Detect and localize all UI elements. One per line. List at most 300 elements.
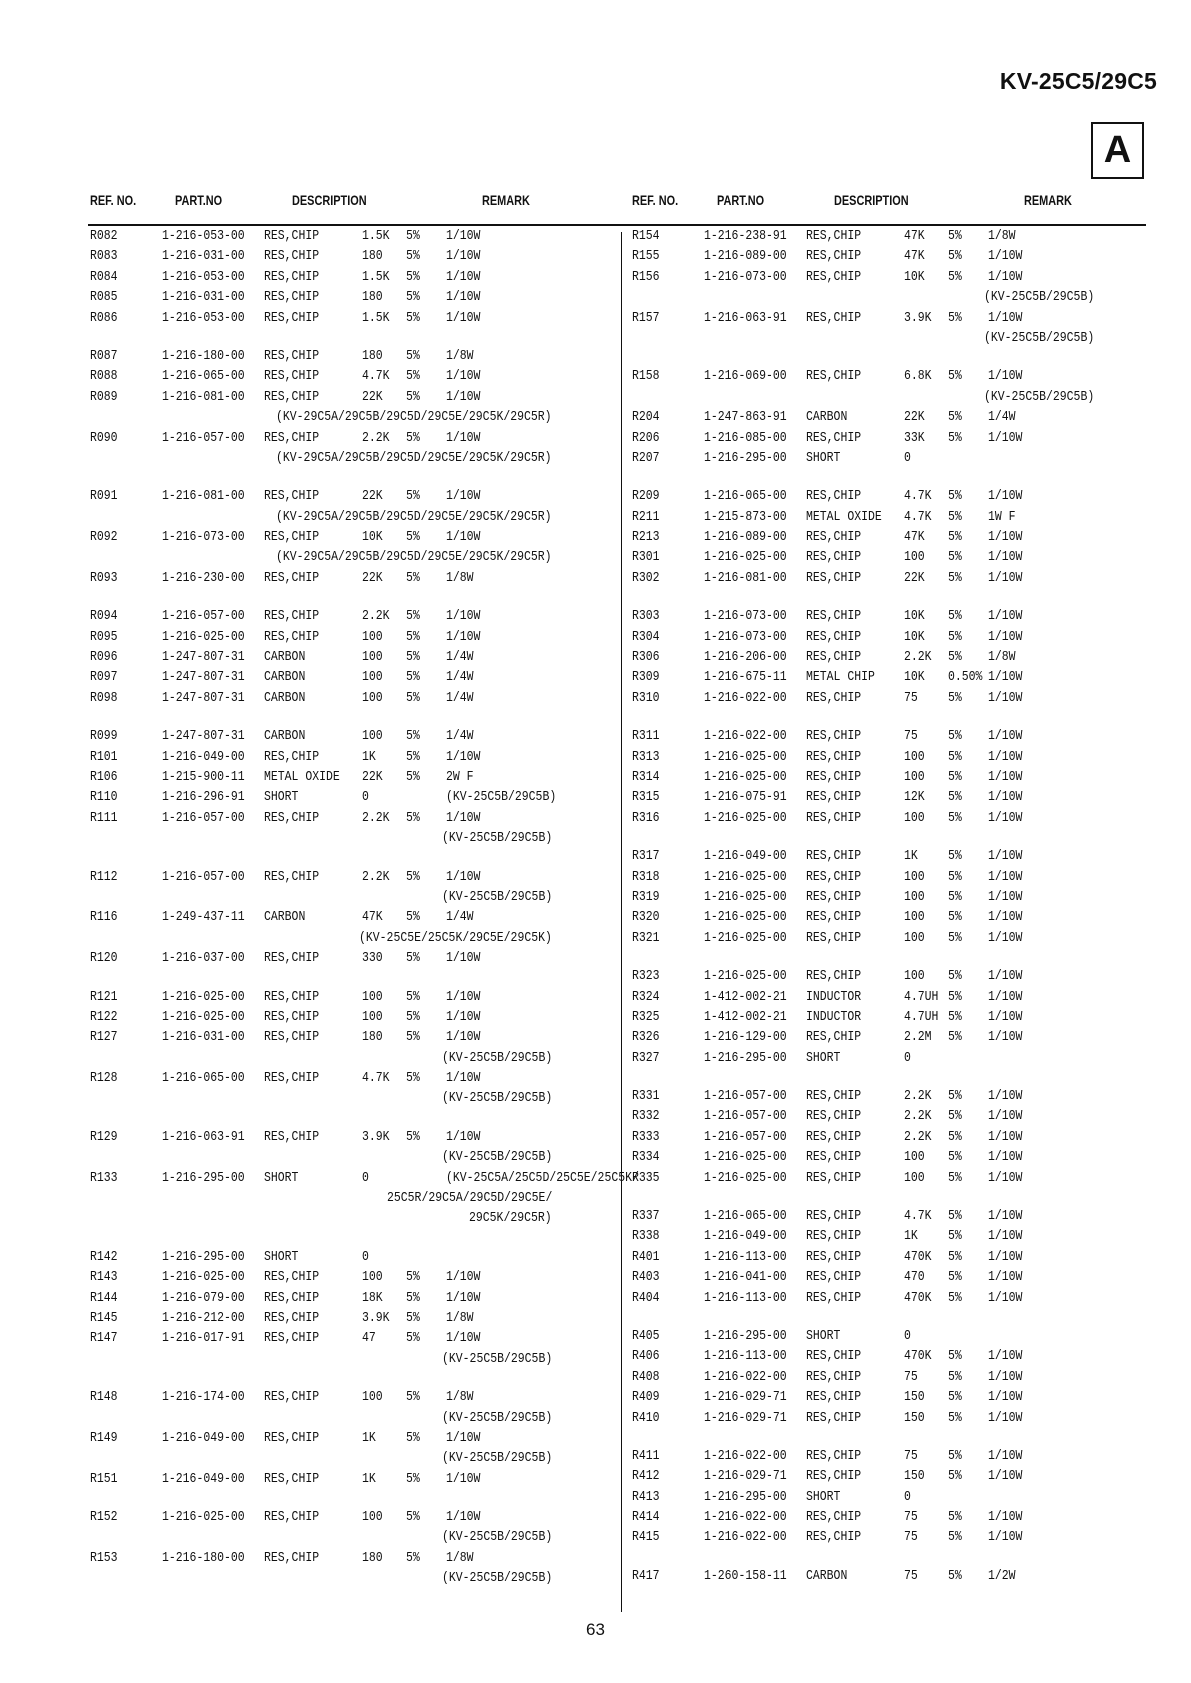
- description-cell: RES,CHIP: [264, 1289, 320, 1306]
- ref-no-cell: R087: [90, 347, 118, 364]
- part-no-cell: 1-216-025-00: [704, 929, 787, 946]
- description-cell: RES,CHIP: [264, 809, 320, 826]
- tolerance-cell: 5%: [406, 649, 420, 666]
- value-cell: 47K: [904, 248, 925, 265]
- table-row: [632, 1106, 1152, 1126]
- description-cell: RES,CHIP: [806, 488, 862, 505]
- part-no-cell: 1-216-053-00: [162, 228, 245, 244]
- table-row: [90, 1168, 639, 1188]
- tolerance-cell: 5%: [948, 848, 962, 865]
- description-cell: RES,CHIP: [806, 1108, 862, 1125]
- description-cell: CARBON: [264, 909, 306, 926]
- ref-no-cell: R412: [632, 1468, 660, 1485]
- description-cell: RES,CHIP: [264, 1470, 320, 1487]
- value-cell: 100: [362, 988, 383, 1005]
- tolerance-cell: 5%: [948, 968, 962, 985]
- tolerance-cell: 5%: [406, 689, 420, 706]
- tolerance-cell: 5%: [948, 1248, 962, 1265]
- remark-continuation: [90, 507, 610, 527]
- value-cell: 2.2K: [904, 1108, 932, 1125]
- remark-cell: 1W F: [988, 508, 1016, 525]
- ref-no-cell: R301: [632, 549, 660, 566]
- ref-no-cell: R324: [632, 988, 660, 1005]
- group-spacer: [632, 708, 1152, 726]
- description-cell: RES,CHIP: [806, 748, 862, 765]
- model-title: KV-25C5/29C5: [999, 68, 1157, 94]
- tolerance-cell: 5%: [948, 649, 962, 666]
- description-cell: RES,CHIP: [264, 488, 320, 505]
- group-spacer: [90, 1109, 610, 1127]
- remark-cell: 1/10W: [988, 1128, 1023, 1145]
- table-row: [90, 366, 610, 386]
- description-cell: RES,CHIP: [806, 929, 862, 946]
- column-divider: [621, 232, 622, 1612]
- value-cell: 100: [362, 649, 383, 666]
- remark-cell: 1/10W: [446, 388, 481, 405]
- remark-cell: 1/10W: [446, 868, 481, 885]
- value-cell: 75: [904, 728, 918, 745]
- tolerance-cell: 5%: [406, 1549, 420, 1566]
- table-row: [632, 308, 1152, 328]
- part-no-cell: 1-216-025-00: [704, 809, 787, 826]
- value-cell: 100: [904, 1149, 925, 1166]
- group-spacer: [632, 1188, 1152, 1206]
- description-cell: RES,CHIP: [264, 1128, 320, 1145]
- value-cell: 4.7UH: [904, 988, 939, 1005]
- tolerance-cell: 5%: [948, 1389, 962, 1406]
- header-ref-no: REF. NO.: [90, 192, 137, 208]
- description-cell: RES,CHIP: [806, 429, 862, 446]
- value-cell: 100: [362, 1389, 383, 1406]
- value-cell: 100: [362, 689, 383, 706]
- value-cell: 100: [904, 1169, 925, 1186]
- remark-cell: 1/10W: [446, 1429, 481, 1446]
- part-no-cell: 1-216-025-00: [162, 1008, 245, 1025]
- ref-no-cell: R143: [90, 1269, 118, 1286]
- remark-cell: 1/10W: [446, 608, 481, 625]
- ref-no-cell: R204: [632, 409, 660, 426]
- remark-cell: 1/10W: [446, 1330, 481, 1347]
- value-cell: 180: [362, 347, 383, 364]
- table-row: [90, 867, 610, 887]
- part-no-cell: 1-216-065-00: [704, 1208, 787, 1225]
- tolerance-cell: 5%: [948, 1169, 962, 1186]
- section-badge: A: [1091, 122, 1144, 179]
- value-cell: 4.7K: [362, 368, 390, 385]
- description-cell: RES,CHIP: [806, 909, 862, 926]
- remark-note: (KV-25C5B/29C5B): [441, 830, 553, 847]
- remark-cell: 1/10W: [988, 488, 1023, 505]
- part-no-cell: 1-216-180-00: [162, 347, 245, 364]
- ref-no-cell: R090: [90, 429, 118, 446]
- part-no-cell: 1-216-296-91: [162, 789, 245, 806]
- tolerance-cell: 5%: [948, 929, 962, 946]
- remark-cell: 1/8W: [988, 649, 1016, 666]
- ref-no-cell: R302: [632, 569, 660, 586]
- tolerance-cell: 5%: [406, 628, 420, 645]
- table-row: [90, 907, 610, 927]
- remark-note: (KV-25C5B/29C5B): [441, 1049, 553, 1066]
- part-no-cell: 1-216-025-00: [704, 888, 787, 905]
- ref-no-cell: R086: [90, 309, 118, 326]
- table-row: [90, 1007, 610, 1027]
- ref-no-cell: R120: [90, 950, 118, 967]
- part-no-cell: 1-216-113-00: [704, 1248, 787, 1265]
- part-no-cell: 1-216-025-00: [704, 868, 787, 885]
- value-cell: 1.5K: [362, 228, 390, 244]
- remark-cell: 1/4W: [446, 909, 474, 926]
- tolerance-cell: 5%: [406, 988, 420, 1005]
- table-row: [632, 1086, 1152, 1106]
- remark-cell: 1/10W: [988, 689, 1023, 706]
- ref-no-cell: R310: [632, 689, 660, 706]
- part-no-cell: 1-216-238-91: [704, 228, 787, 244]
- description-cell: RES,CHIP: [806, 789, 862, 806]
- part-no-cell: 1-216-053-00: [162, 309, 245, 326]
- part-no-cell: 1-216-174-00: [162, 1389, 245, 1406]
- tolerance-cell: 5%: [948, 488, 962, 505]
- ref-no-cell: R153: [90, 1549, 118, 1566]
- remark-cell: 1/10W: [446, 228, 481, 244]
- ref-no-cell: R414: [632, 1509, 660, 1526]
- part-no-cell: 1-216-029-71: [704, 1468, 787, 1485]
- table-row: [632, 527, 1152, 547]
- tolerance-cell: 5%: [406, 268, 420, 285]
- part-no-cell: 1-216-057-00: [162, 429, 245, 446]
- part-no-cell: 1-247-807-31: [162, 669, 245, 686]
- value-cell: 4.7UH: [904, 1008, 939, 1025]
- header-remark: REMARK: [482, 192, 530, 208]
- table-row: [90, 667, 610, 687]
- part-no-cell: 1-216-029-71: [704, 1409, 787, 1426]
- value-cell: 2.2K: [904, 1088, 932, 1105]
- part-no-cell: 1-216-069-00: [704, 368, 787, 385]
- tolerance-cell: 5%: [406, 388, 420, 405]
- description-cell: RES,CHIP: [806, 549, 862, 566]
- ref-no-cell: R158: [632, 368, 660, 385]
- tolerance-cell: 5%: [406, 368, 420, 385]
- group-spacer: [90, 1369, 610, 1387]
- remark-cell: 1/10W: [988, 1149, 1023, 1166]
- tolerance-cell: 5%: [948, 429, 962, 446]
- tolerance-cell: 5%: [948, 988, 962, 1005]
- group-spacer: [632, 348, 1152, 366]
- ref-no-cell: R093: [90, 569, 118, 586]
- value-cell: 4.7K: [362, 1070, 390, 1087]
- table-row: [90, 267, 610, 287]
- ref-no-cell: R095: [90, 628, 118, 645]
- remark-cell: 1/10W: [988, 1029, 1023, 1046]
- value-cell: 100: [904, 968, 925, 985]
- remark-cell: 1/10W: [446, 950, 481, 967]
- remark-cell: 1/10W: [446, 1509, 481, 1526]
- part-no-cell: 1-216-022-00: [704, 1447, 787, 1464]
- remark-cell: 1/8W: [446, 1389, 474, 1406]
- value-cell: 100: [362, 1008, 383, 1025]
- remark-cell: 1/10W: [988, 888, 1023, 905]
- part-no-cell: 1-216-049-00: [162, 748, 245, 765]
- description-cell: RES,CHIP: [806, 1248, 862, 1265]
- tolerance-cell: 5%: [948, 1289, 962, 1306]
- tolerance-cell: 5%: [406, 1128, 420, 1145]
- description-cell: RES,CHIP: [264, 569, 320, 586]
- tolerance-cell: 5%: [948, 529, 962, 546]
- description-cell: SHORT: [806, 1327, 841, 1344]
- part-no-cell: 1-216-081-00: [162, 488, 245, 505]
- table-row: [632, 1487, 1152, 1507]
- part-no-cell: 1-216-057-00: [162, 608, 245, 625]
- description-cell: RES,CHIP: [264, 309, 320, 326]
- ref-no-cell: R211: [632, 508, 660, 525]
- description-cell: RES,CHIP: [264, 429, 320, 446]
- tolerance-cell: 5%: [406, 1269, 420, 1286]
- part-no-cell: 1-216-022-00: [704, 1529, 787, 1546]
- remark-note: (KV-25C5B/29C5B): [441, 1529, 553, 1546]
- table-row: [90, 1027, 610, 1047]
- description-cell: METAL CHIP: [806, 669, 875, 686]
- tolerance-cell: 5%: [406, 728, 420, 745]
- ref-no-cell: R097: [90, 669, 118, 686]
- part-no-cell: 1-216-295-00: [704, 1488, 787, 1505]
- description-cell: RES,CHIP: [264, 268, 320, 285]
- tolerance-cell: 5%: [406, 248, 420, 265]
- ref-no-cell: R335: [632, 1169, 660, 1186]
- tolerance-cell: 5%: [406, 309, 420, 326]
- remark-cell: 1/10W: [988, 909, 1023, 926]
- description-cell: RES,CHIP: [264, 388, 320, 405]
- part-no-cell: 1-216-022-00: [704, 728, 787, 745]
- table-row: [90, 527, 610, 547]
- description-cell: RES,CHIP: [264, 988, 320, 1005]
- part-no-cell: 1-216-295-00: [704, 449, 787, 466]
- part-no-cell: 1-249-437-11: [162, 909, 245, 926]
- table-row: [632, 366, 1152, 386]
- value-cell: 47K: [904, 228, 925, 244]
- remark-continuation: [90, 1448, 610, 1468]
- remark-cell: 1/10W: [446, 1269, 481, 1286]
- ref-no-cell: R144: [90, 1289, 118, 1306]
- table-row: [632, 907, 1152, 927]
- value-cell: 47K: [362, 909, 383, 926]
- part-no-cell: 1-216-129-00: [704, 1029, 787, 1046]
- table-row: [632, 667, 1152, 687]
- value-cell: 100: [904, 768, 925, 785]
- ref-no-cell: R121: [90, 988, 118, 1005]
- remark-cell: 1/10W: [446, 1070, 481, 1087]
- value-cell: 0: [904, 1049, 911, 1066]
- ref-no-cell: R337: [632, 1208, 660, 1225]
- tolerance-cell: 5%: [948, 248, 962, 265]
- remark-continuation: [90, 1349, 610, 1369]
- ref-no-cell: R323: [632, 968, 660, 985]
- description-cell: RES,CHIP: [806, 368, 862, 385]
- tolerance-cell: 5%: [406, 569, 420, 586]
- part-no-cell: 1-216-025-00: [162, 628, 245, 645]
- description-cell: RES,CHIP: [264, 1029, 320, 1046]
- part-no-cell: 1-215-873-00: [704, 508, 787, 525]
- column-headers: [90, 192, 610, 226]
- part-no-cell: 1-216-025-00: [704, 768, 787, 785]
- tolerance-cell: 5%: [406, 1389, 420, 1406]
- ref-no-cell: R084: [90, 268, 118, 285]
- table-row: [632, 267, 1152, 287]
- description-cell: RES,CHIP: [264, 228, 320, 244]
- remark-cell: 1/10W: [988, 608, 1023, 625]
- table-row: [632, 627, 1152, 647]
- value-cell: 75: [904, 1509, 918, 1526]
- table-row: [90, 987, 610, 1007]
- tolerance-cell: 5%: [948, 1468, 962, 1485]
- tolerance-cell: 5%: [406, 1289, 420, 1306]
- value-cell: 3.9K: [362, 1309, 390, 1326]
- description-cell: METAL OXIDE: [264, 768, 340, 785]
- part-no-cell: 1-216-025-00: [162, 1269, 245, 1286]
- table-row: [90, 787, 610, 807]
- value-cell: 4.7K: [904, 1208, 932, 1225]
- ref-no-cell: R332: [632, 1108, 660, 1125]
- tolerance-cell: 5%: [406, 1429, 420, 1446]
- table-row: [90, 1428, 610, 1448]
- value-cell: 75: [904, 1447, 918, 1464]
- remark-cell: 1/10W: [988, 1348, 1023, 1365]
- description-cell: CARBON: [264, 689, 306, 706]
- remark-note: 29C5K/29C5R): [469, 1210, 553, 1227]
- tolerance-cell: 5%: [406, 488, 420, 505]
- table-row: [90, 1548, 610, 1568]
- group-spacer: [632, 1308, 1152, 1326]
- part-no-cell: 1-216-025-00: [704, 1169, 787, 1186]
- description-cell: RES,CHIP: [264, 1309, 320, 1326]
- part-no-cell: 1-216-025-00: [162, 1509, 245, 1526]
- group-spacer: [90, 468, 610, 486]
- tolerance-cell: 5%: [948, 868, 962, 885]
- table-row: [632, 1326, 1152, 1346]
- remark-note: (KV-25C5B/29C5B): [441, 1570, 553, 1587]
- table-row: [90, 627, 610, 647]
- ref-no-cell: R085: [90, 289, 118, 306]
- remark-cell: 2W F: [446, 768, 474, 785]
- remark-continuation: [90, 1048, 610, 1068]
- description-cell: RES,CHIP: [806, 1289, 862, 1306]
- ref-no-cell: R083: [90, 248, 118, 265]
- ref-no-cell: R318: [632, 868, 660, 885]
- tolerance-cell: 5%: [948, 549, 962, 566]
- description-cell: RES,CHIP: [806, 1509, 862, 1526]
- value-cell: 100: [904, 868, 925, 885]
- description-cell: RES,CHIP: [264, 608, 320, 625]
- part-no-cell: 1-216-113-00: [704, 1289, 787, 1306]
- value-cell: 180: [362, 1549, 383, 1566]
- remark-continuation: [632, 387, 1152, 407]
- value-cell: 100: [904, 929, 925, 946]
- group-spacer: [90, 1489, 610, 1507]
- tolerance-cell: 5%: [948, 768, 962, 785]
- ref-no-cell: R133: [90, 1169, 118, 1186]
- description-cell: RES,CHIP: [264, 1549, 320, 1566]
- table-row: [90, 726, 610, 746]
- group-spacer: [632, 828, 1152, 846]
- ref-no-cell: R410: [632, 1409, 660, 1426]
- tolerance-cell: 5%: [948, 368, 962, 385]
- table-row: [632, 1226, 1152, 1246]
- part-no-cell: 1-216-073-00: [704, 608, 787, 625]
- description-cell: RES,CHIP: [806, 868, 862, 885]
- description-cell: RES,CHIP: [806, 1409, 862, 1426]
- tolerance-cell: 5%: [948, 909, 962, 926]
- table-row: [632, 1127, 1152, 1147]
- value-cell: 6.8K: [904, 368, 932, 385]
- ref-no-cell: R309: [632, 669, 660, 686]
- remark-note: (KV-25C5B/29C5B): [441, 1450, 553, 1467]
- ref-no-cell: R403: [632, 1269, 660, 1286]
- value-cell: 75: [904, 1529, 918, 1546]
- part-no-cell: 1-216-230-00: [162, 569, 245, 586]
- table-row: [632, 726, 1152, 746]
- tolerance-cell: 5%: [406, 1330, 420, 1347]
- remark-cell: 1/10W: [988, 1447, 1023, 1464]
- table-row: [90, 1127, 610, 1147]
- description-cell: RES,CHIP: [264, 289, 320, 306]
- value-cell: 75: [904, 1567, 918, 1584]
- remark-cell: 1/10W: [988, 1509, 1023, 1526]
- table-row: [90, 948, 610, 968]
- table-row: [632, 1288, 1152, 1308]
- table-row: [632, 1466, 1152, 1486]
- table-row: [632, 1507, 1152, 1527]
- remark-continuation: [90, 828, 610, 848]
- ref-no-cell: R417: [632, 1567, 660, 1584]
- value-cell: 100: [362, 669, 383, 686]
- tolerance-cell: 5%: [948, 809, 962, 826]
- description-cell: RES,CHIP: [264, 628, 320, 645]
- value-cell: 100: [362, 1269, 383, 1286]
- table-row: [632, 688, 1152, 708]
- description-cell: RES,CHIP: [806, 1228, 862, 1245]
- remark-cell: 1/10W: [988, 1269, 1023, 1286]
- part-no-cell: 1-216-295-00: [162, 1248, 245, 1265]
- remark-note: (KV-29C5A/29C5B/29C5D/29C5E/29C5K/29C5R): [276, 449, 553, 466]
- part-no-cell: 1-216-295-00: [704, 1327, 787, 1344]
- value-cell: 4.7K: [904, 508, 932, 525]
- description-cell: CARBON: [264, 669, 306, 686]
- tolerance-cell: 5%: [406, 1070, 420, 1087]
- tolerance-cell: 5%: [948, 608, 962, 625]
- part-no-cell: 1-412-002-21: [704, 1008, 787, 1025]
- tolerance-cell: 5%: [406, 748, 420, 765]
- tolerance-cell: 5%: [948, 888, 962, 905]
- table-row: [90, 568, 610, 588]
- table-row: [90, 287, 610, 307]
- table-row: [632, 428, 1152, 448]
- part-no-cell: 1-216-073-00: [704, 268, 787, 285]
- value-cell: 22K: [904, 409, 925, 426]
- remark-cell: 1/10W: [988, 1468, 1023, 1485]
- tolerance-cell: 5%: [406, 289, 420, 306]
- right-column: [632, 192, 1152, 1586]
- value-cell: 10K: [904, 669, 925, 686]
- remark-cell: 1/10W: [988, 1389, 1023, 1406]
- tolerance-cell: 5%: [948, 689, 962, 706]
- description-cell: RES,CHIP: [806, 529, 862, 546]
- tolerance-cell: 5%: [406, 909, 420, 926]
- remark-cell: 1/10W: [988, 628, 1023, 645]
- table-row: [90, 486, 610, 506]
- table-row: [632, 1527, 1152, 1547]
- remark-cell: 1/10W: [988, 748, 1023, 765]
- group-spacer: [632, 1428, 1152, 1446]
- column-headers: [632, 192, 1152, 226]
- part-no-cell: 1-247-807-31: [162, 728, 245, 745]
